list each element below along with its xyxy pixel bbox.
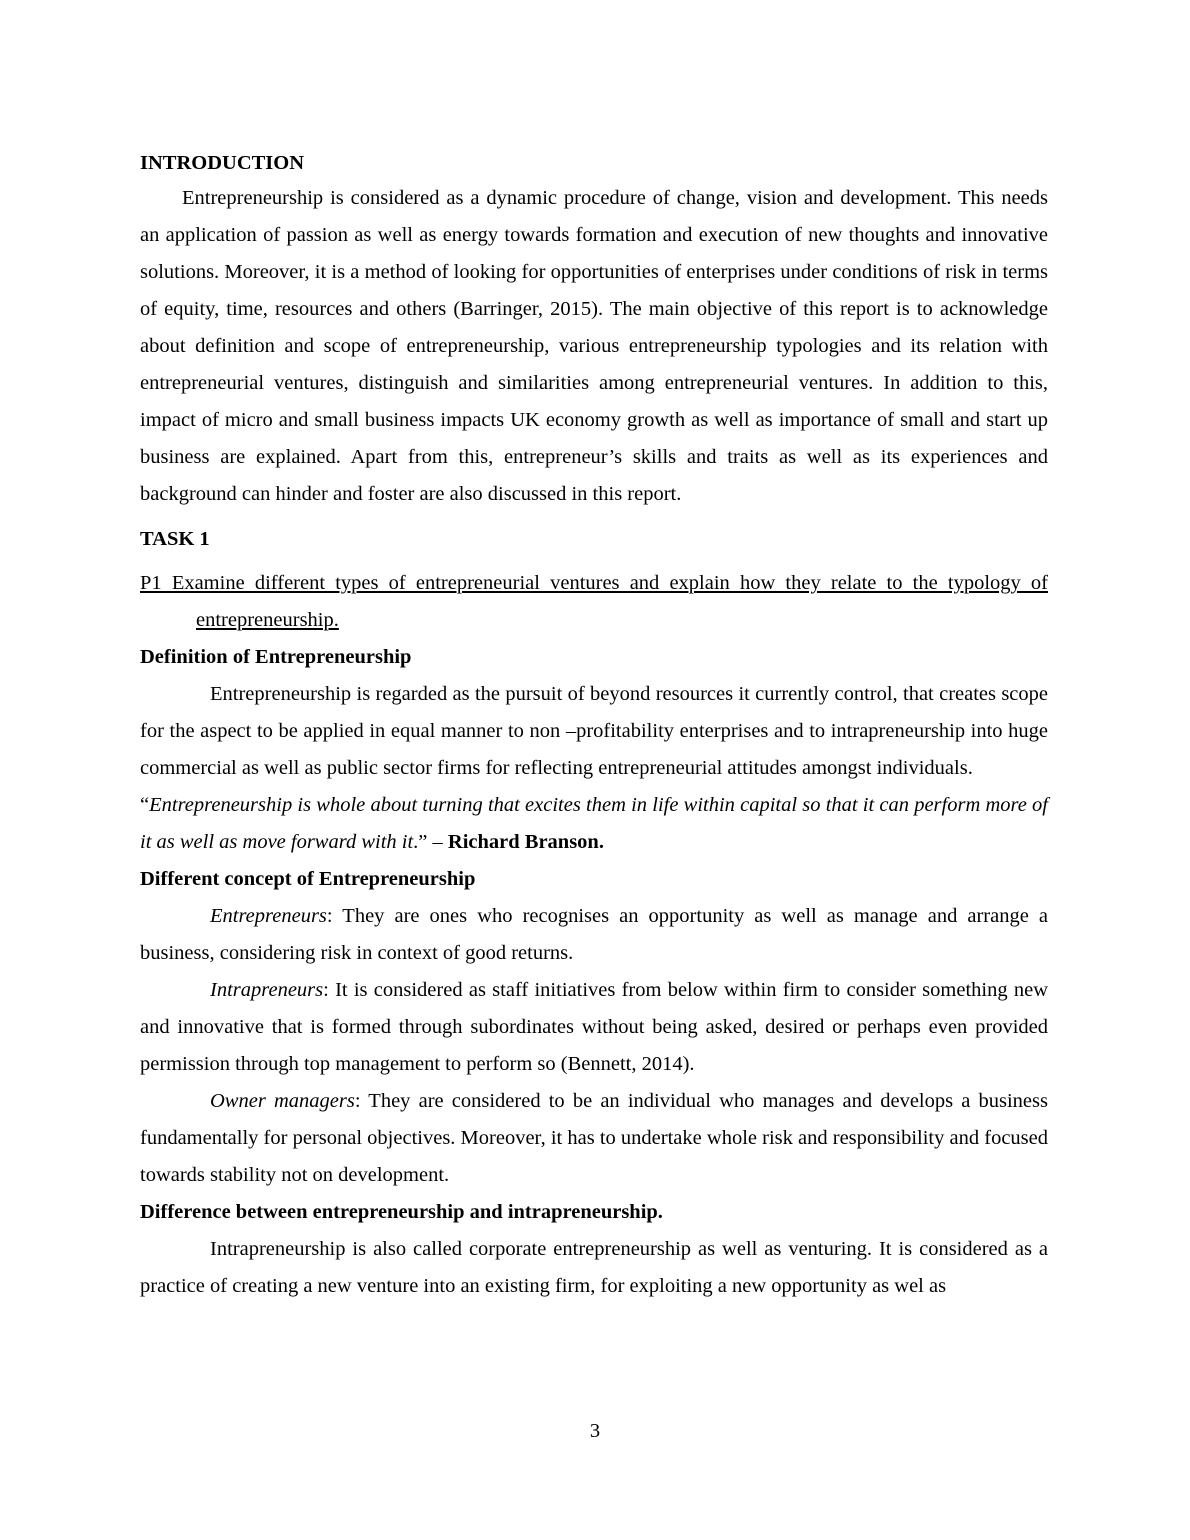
concept-text: : They are ones who recognises an opportunity as well as manage and arrange a business, considering risk in context of good returns. <box>140 905 1048 964</box>
quote-close: .” – <box>413 831 448 853</box>
quote-text: Entrepreneurship is whole about turning that excites them in life within capital so that it can perform more of it as well as move forward with it <box>140 794 1048 853</box>
concept-owner-managers <box>140 1083 1048 1194</box>
quote-open-mark: “ <box>140 794 150 816</box>
task-subheading: P1 Examine different types of entrepreneurial ventures and explain how they relate to the typology of entrepreneurship. <box>140 572 1048 631</box>
introduction-paragraph: Entrepreneurship is considered as a dynamic procedure of change, vision and development. This needs an application of passion as well as energy towards formation and execution of new thoughts and innovative solutions. Moreover, it is a method of looking for opportunities of enterprises under conditions of risk in terms of equity, time, resources and others (Barringer, 2015). The main objective of this report is to acknowledge about definition and scope of entrepreneurship, various entrepreneurship typologies and its relation with entrepreneurial ventures, distinguish and similarities among entrepreneurial ventures. In addition to this, impact of micro and small business impacts UK economy growth as well as importance of small and start up business are explained. Apart from this, entrepreneur’s skills and traits as well as its experiences and background can hinder and foster are also discussed in this report. <box>140 187 1048 505</box>
concept-intrapreneurs <box>140 972 1048 1083</box>
concept-text: : It is considered as staff initiatives from below within firm to consider something new and innovative that is formed through subordinates without being asked, desired or perhaps even provided permission through top management to perform so (Bennett, 2014). <box>140 979 1048 1075</box>
difference-heading: Difference between entrepreneurship and intrapreneurship. <box>140 1201 663 1223</box>
concept-term: Owner managers <box>210 1090 355 1112</box>
concepts-heading: Different concept of Entrepreneurship <box>140 868 476 890</box>
introduction-heading: INTRODUCTION <box>140 152 305 174</box>
concept-text: : They are considered to be an individual who manages and develops a business fundamentally for personal objectives. Moreover, it has to undertake whole risk and responsibility and focused towards stability not on development. <box>140 1090 1048 1186</box>
definition-paragraph: Entrepreneurship is regarded as the pursuit of beyond resources it currently control, that creates scope for the aspect to be applied in equal manner to non –profitability enterprises and to intrapreneurship into huge commercial as well as public sector firms for reflecting entrepreneurial attitudes amongst individuals. <box>140 683 1048 779</box>
definition-heading: Definition of Entrepreneurship <box>140 646 412 668</box>
document-page <box>140 148 1048 1305</box>
difference-paragraph: Intrapreneurship is also called corporate entrepreneurship as well as venturing. It is considered as a practice of creating a new venture into an existing firm, for exploiting a new opportunity as wel as <box>140 1238 1048 1297</box>
task-heading: TASK 1 <box>140 528 210 550</box>
quote-author: Richard Branson. <box>447 831 604 853</box>
branson-quote <box>140 787 1048 861</box>
concept-entrepreneurs <box>140 898 1048 972</box>
concept-term: Intrapreneurs <box>210 979 324 1001</box>
page-number: 3 <box>589 1420 601 1442</box>
concept-term: Entrepreneurs <box>210 905 327 927</box>
